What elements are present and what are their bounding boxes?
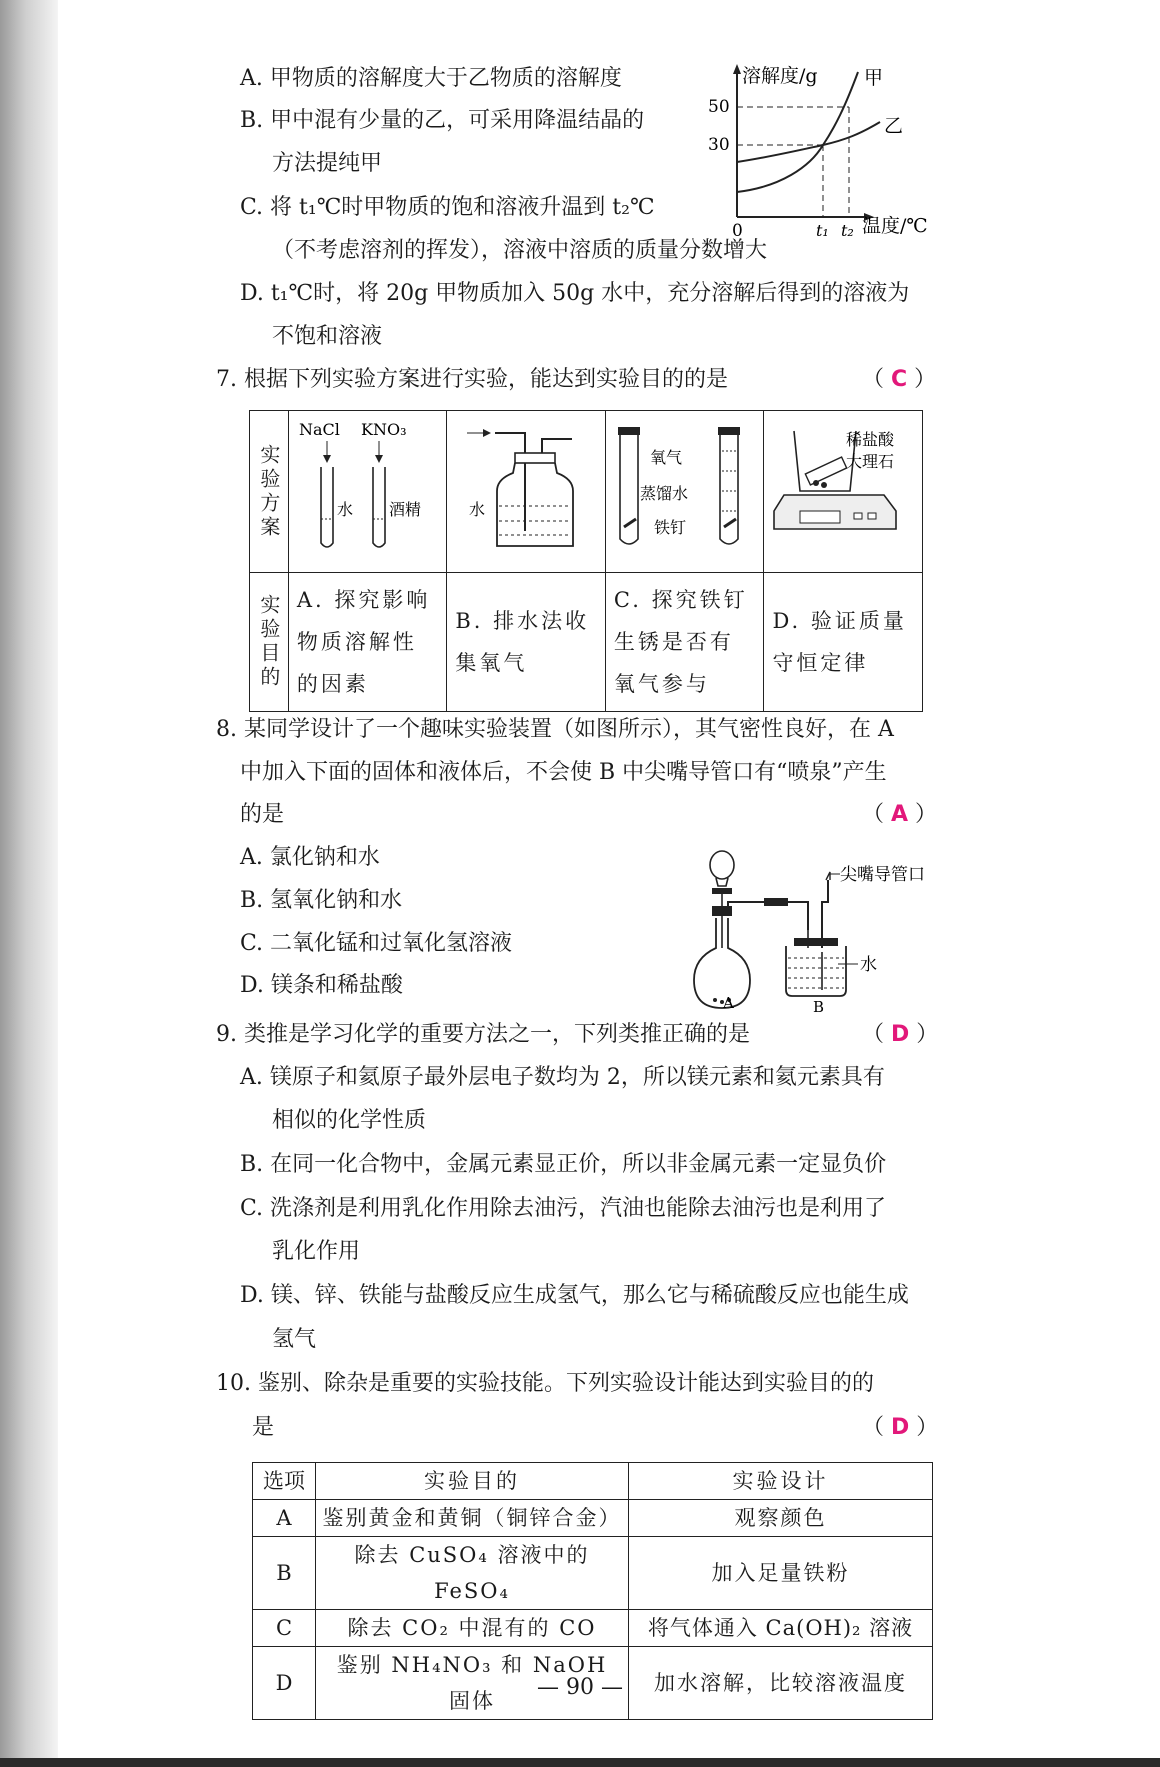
q6-option-d: D. t₁℃时，将 20g 甲物质加入 50g 水中，充分溶解后得到的溶液为 xyxy=(240,281,910,306)
curve-yi xyxy=(737,122,880,162)
bottom-bar xyxy=(0,1758,1160,1767)
q7-img-d xyxy=(764,411,923,573)
svg-text:水: 水 xyxy=(469,500,486,519)
q6-option-b-cont: 方法提纯甲 xyxy=(272,151,383,176)
q9-option-d: D. 镁、锌、铁能与盐酸反应生成氢气，那么它与稀硫酸反应也能生成 xyxy=(240,1283,909,1308)
q8-stem-1: 8. 某同学设计了一个趣味实验装置（如图所示），其气密性良好，在 A xyxy=(216,717,894,742)
q10-stem-1: 10. 鉴别、除杂是重要的实验技能。下列实验设计能达到实验目的的 xyxy=(216,1371,874,1396)
q9-option-c: C. 洗涤剂是利用乳化作用除去油污，汽油也能除去油污也是利用了 xyxy=(240,1196,887,1221)
q8-option-d: D. 镁条和稀盐酸 xyxy=(240,973,403,998)
x-axis-label: 温度/℃ xyxy=(862,215,928,237)
q7-goal-c: C. 探究铁钉生锈是否有氧气参与 xyxy=(605,573,764,712)
q10-answer: D xyxy=(891,1415,910,1440)
q10-stem-2: 是 xyxy=(252,1415,275,1440)
q7-img-c xyxy=(605,411,764,573)
t1-label: t₁ xyxy=(816,221,829,240)
curve-jia xyxy=(737,72,858,192)
table-row xyxy=(253,1537,933,1610)
svg-text:蒸馏水: 蒸馏水 xyxy=(639,484,688,503)
y-tick-30: 30 xyxy=(708,135,730,155)
q6-option-b: B. 甲中混有少量的乙，可采用降温结晶的 xyxy=(240,108,645,133)
svg-text:大理石: 大理石 xyxy=(846,452,895,471)
row-b-option: B xyxy=(253,1537,316,1610)
q8-answer: A xyxy=(891,802,909,827)
q8-apparatus xyxy=(690,840,940,1020)
row-c-goal: 除去 CO₂ 中混有的 CO xyxy=(316,1610,629,1647)
q10-answer-paren: （ D ） xyxy=(862,1415,939,1440)
table-row xyxy=(253,1500,933,1537)
row-d-goal: 鉴别 NH₄NO₃ 和 NaOH 固体 xyxy=(316,1647,629,1720)
t2-label: t₂ xyxy=(841,221,854,240)
q9-option-a: A. 镁原子和氦原子最外层电子数均为 2，所以镁元素和氦元素具有 xyxy=(240,1065,885,1090)
q8-option-b: B. 氢氧化钠和水 xyxy=(240,888,403,913)
row-c-option: C xyxy=(253,1610,316,1647)
q8-option-c: C. 二氧化锰和过氧化氢溶液 xyxy=(240,931,513,956)
q9-option-d-cont: 氢气 xyxy=(272,1327,317,1352)
header-option: 选项 xyxy=(253,1463,316,1500)
svg-text:水: 水 xyxy=(860,955,877,975)
q6-option-c-cont: （不考虑溶剂的挥发），溶液中溶质的质量分数增大 xyxy=(272,238,768,263)
svg-text:酒精: 酒精 xyxy=(388,500,421,519)
q7-table xyxy=(249,410,923,712)
q7-row-label-goal: 实验目的 xyxy=(250,573,289,712)
q8-answer-paren: （ A ） xyxy=(862,802,938,827)
row-d-option: D xyxy=(253,1647,316,1720)
q7-answer-paren: （ C ） xyxy=(862,367,937,392)
svg-text:尖嘴导管口: 尖嘴导管口 xyxy=(840,865,925,885)
q9-stem: 9. 类推是学习化学的重要方法之一，下列类推正确的是 xyxy=(216,1022,750,1047)
q7-goal-b: B. 排水法收集氧气 xyxy=(447,573,606,712)
q9-option-b: B. 在同一化合物中，金属元素显正价，所以非金属元素一定显负价 xyxy=(240,1152,887,1177)
svg-text:B: B xyxy=(813,998,825,1016)
svg-text:KNO₃: KNO₃ xyxy=(360,420,407,439)
row-b-goal: 除去 CuSO₄ 溶液中的 FeSO₄ xyxy=(316,1537,629,1610)
q7-goal-a: A. 探究影响物质溶解性的因素 xyxy=(288,573,447,712)
q8-stem-2: 中加入下面的固体和液体后，不会使 B 中尖嘴导管口有“喷泉”产生 xyxy=(240,760,887,785)
q9-answer-paren: （ D ） xyxy=(862,1022,939,1047)
q7-stem: 7. 根据下列实验方案进行实验，能达到实验目的的是 xyxy=(216,367,728,392)
svg-text:氧气: 氧气 xyxy=(649,448,682,467)
table-header-row xyxy=(253,1463,933,1500)
q6-option-d-cont: 不饱和溶液 xyxy=(272,324,383,349)
svg-text:A: A xyxy=(723,994,734,1012)
row-a-option: A xyxy=(253,1500,316,1537)
header-design: 实验设计 xyxy=(629,1463,933,1500)
q9-answer: D xyxy=(891,1022,910,1047)
origin-label: 0 xyxy=(732,221,743,241)
svg-text:铁钉: 铁钉 xyxy=(653,518,686,537)
q7-row-label-plan: 实验方案 xyxy=(250,411,289,573)
row-b-design: 加入足量铁粉 xyxy=(629,1537,933,1610)
q7-img-b xyxy=(447,411,606,573)
header-goal: 实验目的 xyxy=(316,1463,629,1500)
q7-answer: C xyxy=(891,367,908,392)
q9-option-a-cont: 相似的化学性质 xyxy=(272,1108,427,1133)
q9-option-c-cont: 乳化作用 xyxy=(272,1239,361,1264)
row-d-design: 加水溶解，比较溶液温度 xyxy=(629,1647,933,1720)
q8-stem-3: 的是 xyxy=(240,802,285,827)
q8-option-a: A. 氯化钠和水 xyxy=(240,845,380,870)
page-edge-shadow xyxy=(0,0,58,1767)
curve-yi-label: 乙 xyxy=(884,115,904,137)
row-c-design: 将气体通入 Ca(OH)₂ 溶液 xyxy=(629,1610,933,1647)
y-tick-50: 50 xyxy=(708,97,730,117)
y-axis-arrow xyxy=(733,64,741,74)
svg-text:NaCl: NaCl xyxy=(298,420,340,439)
row-a-design: 观察颜色 xyxy=(629,1500,933,1537)
page-number: — 90 — xyxy=(537,1675,623,1700)
curve-jia-label: 甲 xyxy=(864,67,884,89)
solubility-graph xyxy=(700,62,940,242)
q7-goal-d: D. 验证质量守恒定律 xyxy=(764,573,923,712)
y-axis-label: 溶解度/g xyxy=(742,65,818,87)
q6-option-a: A. 甲物质的溶解度大于乙物质的溶解度 xyxy=(240,66,622,91)
svg-text:水: 水 xyxy=(336,500,353,519)
q7-img-a xyxy=(288,411,447,573)
svg-text:稀盐酸: 稀盐酸 xyxy=(846,430,895,449)
row-a-goal: 鉴别黄金和黄铜（铜锌合金） xyxy=(316,1500,629,1537)
table-row xyxy=(253,1610,933,1647)
q6-option-c: C. 将 t₁℃时甲物质的饱和溶液升温到 t₂℃ xyxy=(240,195,655,220)
